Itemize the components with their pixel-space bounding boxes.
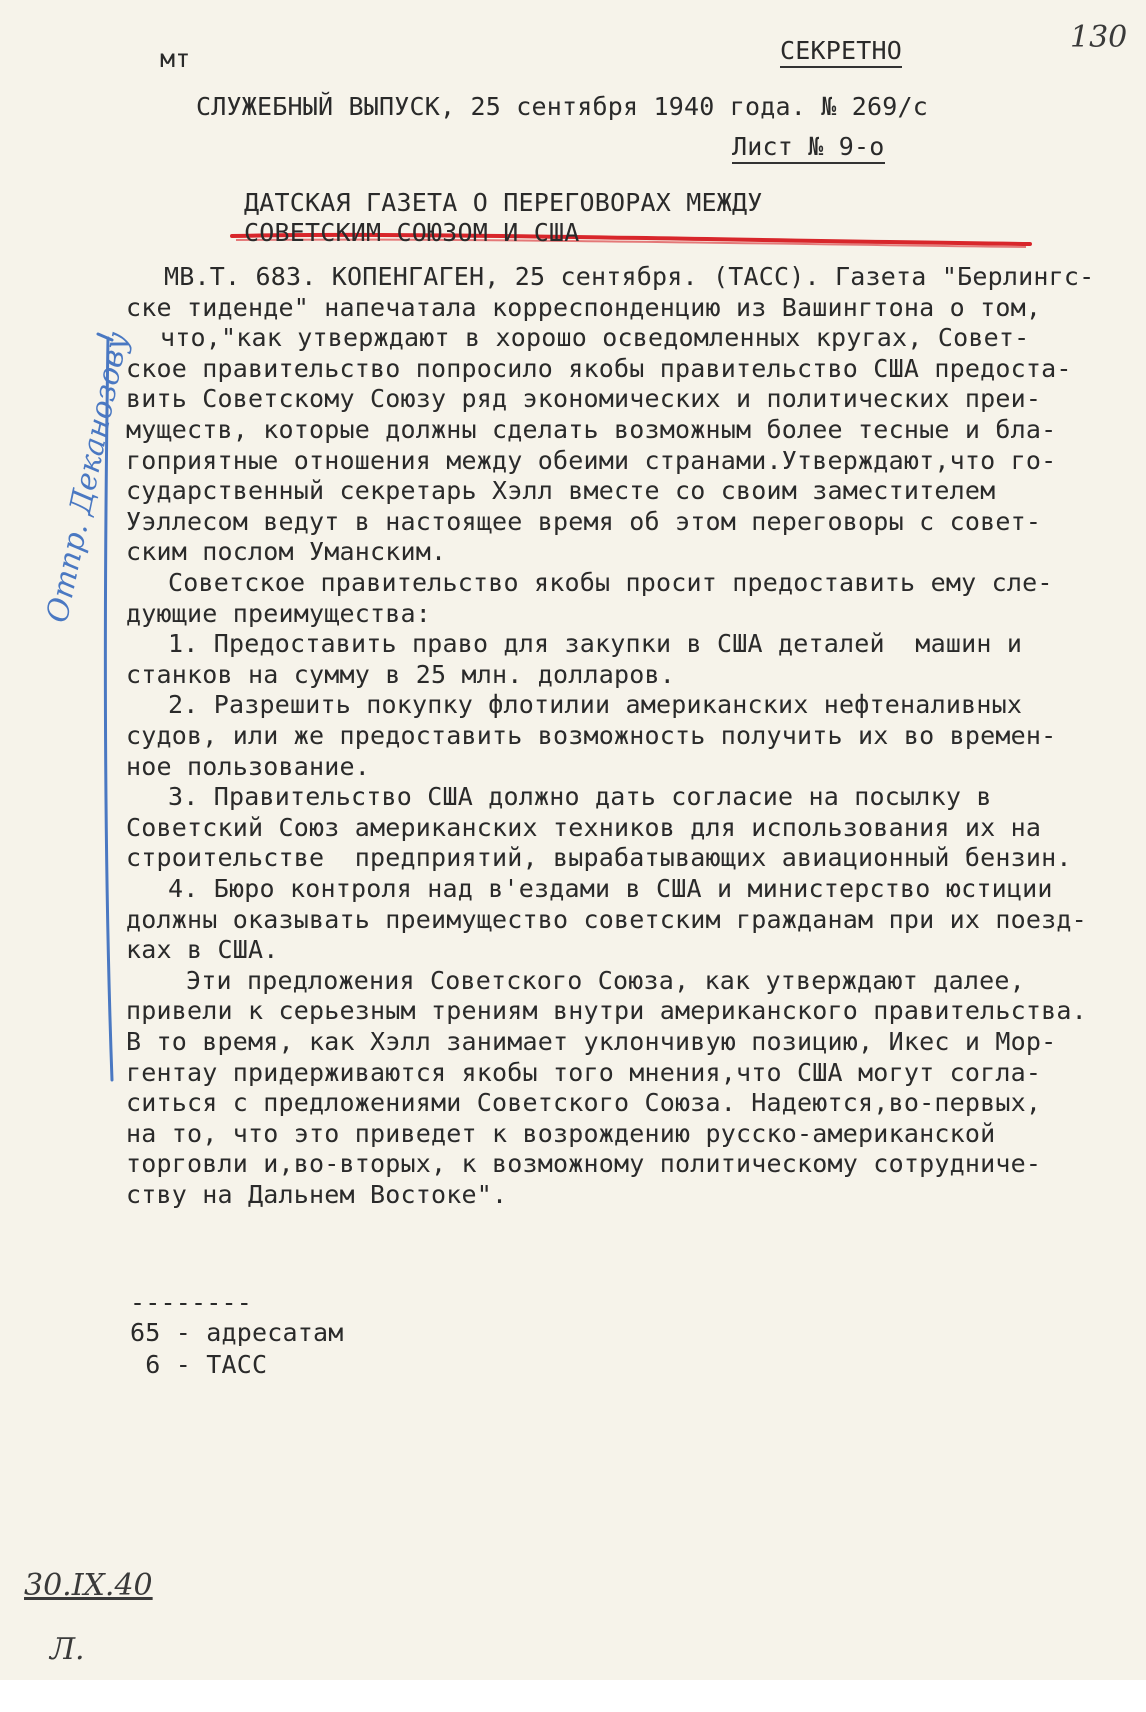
typist-mark: мт bbox=[160, 44, 191, 73]
body-line: ству на Дальнем Востоке". bbox=[126, 1180, 508, 1209]
body-line: 2. Разрешить покупку флотилии американских нефтеналивных bbox=[168, 690, 1023, 719]
handwritten-date: 30.IX.40 bbox=[24, 1568, 153, 1603]
body-line: дующие преимущества: bbox=[126, 599, 432, 628]
body-line: Эти предложения Советского Союза, как утверждают далее, bbox=[186, 966, 1025, 995]
body-line: Уэллесом ведут в настоящее время об этом переговоры с совет- bbox=[126, 507, 1042, 536]
body-line: Советский Союз американских техников для использования их на bbox=[126, 813, 1042, 842]
sheet-number: Лист № 9-о bbox=[732, 132, 885, 164]
body-line: ске тиденде" напечатала корреспонденцию из Вашингтона о том, bbox=[126, 293, 1042, 322]
issue-line: СЛУЖЕБНЫЙ ВЫПУСК, 25 сентября 1940 года. № 269/с bbox=[196, 92, 929, 121]
body-line: на то, что это приведет к возрождению русско-американской bbox=[126, 1119, 996, 1148]
distribution-line-2: 6 - ТАСС bbox=[130, 1350, 268, 1379]
classification-stamp: СЕКРЕТНО bbox=[780, 36, 902, 68]
body-line: сударственный секретарь Хэлл вместе со своим заместителем bbox=[126, 476, 996, 505]
body-line: должны оказывать преимущество советским гражданам при их поезд- bbox=[126, 905, 1087, 934]
body-line: 1. Предоставить право для закупки в США деталей машин и bbox=[168, 629, 1023, 658]
title-line-2: СОВЕТСКИМ СОЮЗОМ И США bbox=[244, 218, 580, 247]
handwritten-initial: Л. bbox=[50, 1632, 85, 1667]
body-line: МВ.Т. 683. КОПЕНГАГЕН, 25 сентября. (ТАСС). Газета "Берлингс- bbox=[164, 262, 1095, 291]
body-line: гентау придерживаются якобы того мнения,что США могут согла- bbox=[126, 1058, 1042, 1087]
distribution-line-1: 65 - адресатам bbox=[130, 1318, 344, 1347]
body-line: привели к серьезным трениям внутри американского правительства. bbox=[126, 996, 1087, 1025]
body-line: торговли и,во-вторых, к возможному политическому сотрудниче- bbox=[126, 1149, 1042, 1178]
body-line: вить Советскому Союзу ряд экономических и политических преи- bbox=[126, 384, 1042, 413]
body-line: 3. Правительство США должно дать согласие на посылку в bbox=[168, 782, 992, 811]
title-line-1: ДАТСКАЯ ГАЗЕТА О ПЕРЕГОВОРАХ МЕЖДУ bbox=[244, 188, 763, 217]
margin-note: Отпр. Деканозову bbox=[39, 329, 136, 626]
body-line: строительстве предприятий, вырабатывающих авиационный бензин. bbox=[126, 843, 1072, 872]
body-line: Советское правительство якобы просит предоставить ему сле- bbox=[168, 568, 1053, 597]
body-line: В то время, как Хэлл занимает уклончивую позицию, Икес и Мор- bbox=[126, 1027, 1057, 1056]
body-line: 4. Бюро контроля над в'ездами в США и министерство юстиции bbox=[168, 874, 1053, 903]
body-line: ским послом Уманским. bbox=[126, 537, 447, 566]
body-line: станков на сумму в 25 млн. долларов. bbox=[126, 660, 676, 689]
body-line: ное пользование. bbox=[126, 752, 371, 781]
body-line: муществ, которые должны сделать возможным более тесные и бла- bbox=[126, 415, 1057, 444]
body-line: ситься с предложениями Советского Союза. Надеются,во-первых, bbox=[126, 1088, 1042, 1117]
body-line: что,"как утверждают в хорошо осведомленных кругах, Совет- bbox=[160, 323, 1030, 352]
distribution-separator: -------- bbox=[130, 1288, 253, 1317]
body-line: судов, или же предоставить возможность получить их во времен- bbox=[126, 721, 1057, 750]
body-line: ках в США. bbox=[126, 935, 279, 964]
body-line: ское правительство попросило якобы правительство США предоста- bbox=[126, 354, 1072, 383]
body-line: гоприятные отношения между обеими странами.Утверждают,что го- bbox=[126, 446, 1057, 475]
archive-page-number: 130 bbox=[1070, 20, 1128, 55]
